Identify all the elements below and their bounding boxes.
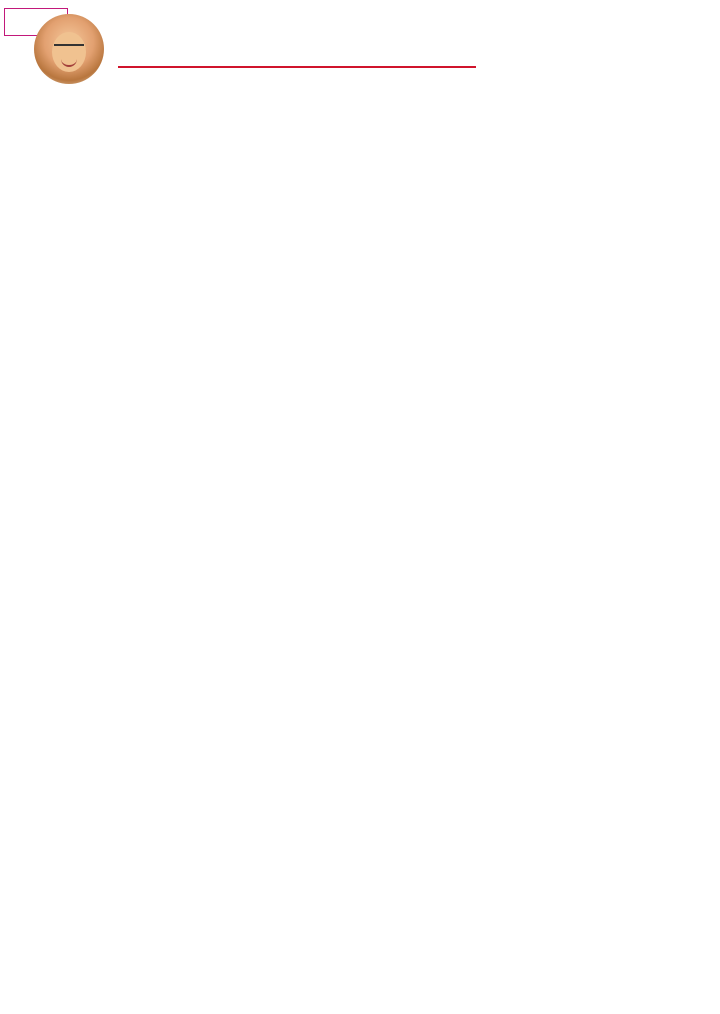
avatar [34,14,104,84]
title-underline [118,66,476,68]
